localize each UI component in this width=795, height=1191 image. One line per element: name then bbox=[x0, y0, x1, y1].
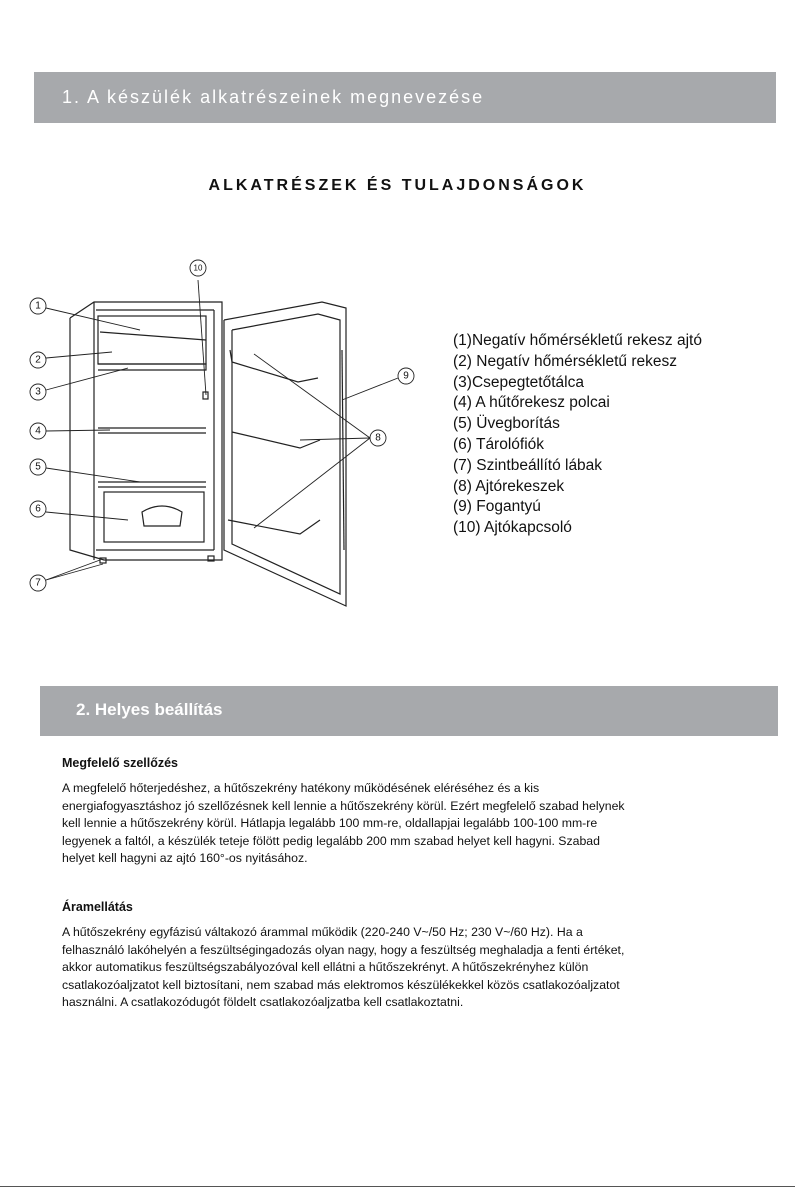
section-1-header bbox=[34, 72, 776, 123]
callout-2: 2 bbox=[35, 354, 41, 366]
legend-item: (7) Szintbeállító lábak bbox=[453, 456, 603, 474]
fridge-drawing bbox=[70, 302, 346, 606]
parts-heading: ALKATRÉSZEK ÉS TULAJDONSÁGOK bbox=[208, 177, 587, 194]
callout-4: 4 bbox=[35, 425, 41, 437]
callout-9: 9 bbox=[403, 370, 409, 382]
legend-item: (6) Tárolófiók bbox=[453, 435, 545, 453]
parts-legend bbox=[453, 331, 702, 539]
callout-7: 7 bbox=[35, 577, 41, 589]
legend-item: (3)Csepegtetőtálca bbox=[453, 373, 584, 391]
legend-item: (2) Negatív hőmérsékletű rekesz bbox=[453, 352, 677, 370]
bottom-rule bbox=[0, 1186, 795, 1187]
callout-10: 10 bbox=[193, 263, 203, 273]
legend-item: (10) Ajtókapcsoló bbox=[453, 519, 572, 537]
legend-item: (9) Fogantyú bbox=[453, 498, 541, 516]
legend-item: (8) Ajtórekeszek bbox=[453, 477, 565, 495]
legend-item: (1)Negatív hőmérsékletű rekesz ajtó bbox=[453, 332, 702, 349]
ventilation-section bbox=[62, 755, 632, 867]
callout-8: 8 bbox=[375, 432, 381, 444]
ventilation-heading: Megfelelő szellőzés bbox=[62, 756, 179, 770]
section-1-title: 1. A készülék alkatrészeinek megnevezése bbox=[62, 87, 485, 107]
fridge-diagram bbox=[0, 250, 450, 610]
legend-item: (4) A hűtőrekesz polcai bbox=[453, 394, 610, 412]
power-section bbox=[62, 899, 632, 1011]
legend-item: (5) Üvegborítás bbox=[453, 415, 560, 433]
section-2-header bbox=[40, 686, 778, 736]
callout-5: 5 bbox=[35, 461, 41, 473]
power-text: A hűtőszekrény egyfázisú váltakozó árammal működik (220-240 V~/50 Hz; 230 V~/60 Hz). Ha a felhasználó lakóhelyén a feszültségingadozás olyan nagy, hogy a feszültség meghaladja a fenti értéket, akkor automatikus feszültségszabályozóval kell ellátni a hűtőszekrényt. A hűtőszekrényhez külön csatlakozóaljzatot kell biztosítani, nem szabad más elektromos készülékekkel közös csatlakozóaljzatot használni. A csatlakozódugót földelt csatlakozóaljzatba kell csatlakoztatni. bbox=[62, 925, 625, 1010]
callout-6: 6 bbox=[35, 503, 41, 515]
callout-1: 1 bbox=[35, 300, 41, 312]
ventilation-text: A megfelelő hőterjedéshez, a hűtőszekrény hatékony működésének eléréséhez és a kis energiafogyasztáshoz jó szellőzésnek kell lennie a hűtőszekrény körül. Ezért megfelelő szabad helynek kell lennie a hűtőszekrény körül. Hátlapja legalább 100 mm-re, oldallapjai legalább 100-100 mm-re legyenek a faltól, a készülék teteje fölött pedig legalább 200 mm szabad helyet kell hagyni. Szabad helyet kell hagyni az ajtó 160°-os nyitásához. bbox=[62, 781, 625, 866]
callout-3: 3 bbox=[35, 386, 41, 398]
section-2-title: 2. Helyes beállítás bbox=[76, 700, 223, 719]
power-heading: Áramellátás bbox=[62, 900, 133, 914]
